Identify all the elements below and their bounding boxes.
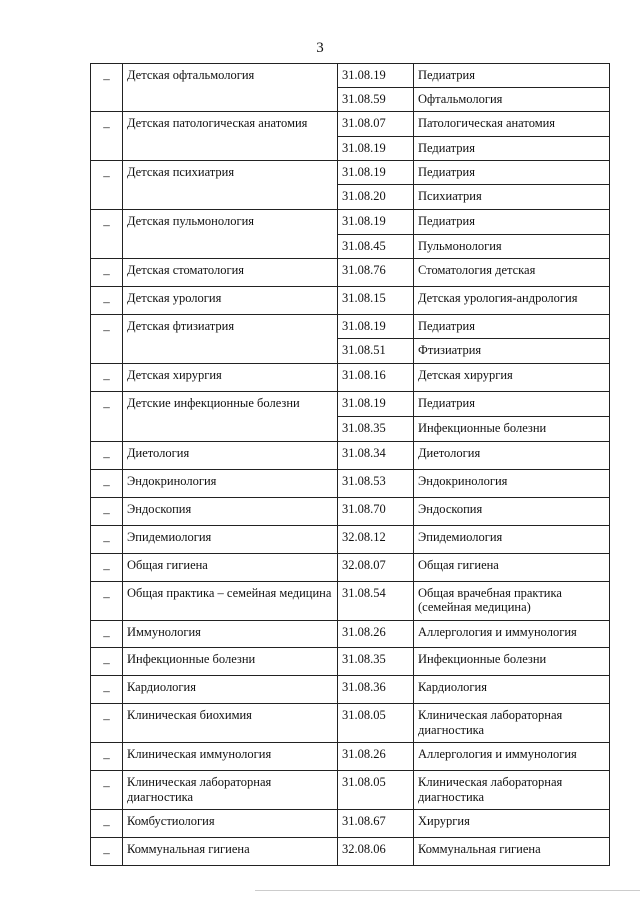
specialties-table [90, 63, 610, 866]
specialty-code: 31.08.45 [338, 235, 414, 259]
table-row [91, 64, 610, 88]
specialty-code: 32.08.07 [338, 553, 414, 581]
dash-mark: – [103, 627, 110, 643]
table-row [91, 581, 610, 620]
dash-mark: – [103, 370, 110, 386]
table-row [91, 161, 610, 185]
base-specialty-name: Коммунальная гигиена [414, 838, 610, 866]
specialty-code: 31.08.19 [338, 161, 414, 185]
base-specialty-name: Пульмонология [414, 235, 610, 259]
table-row [91, 314, 610, 338]
specialty-code: 31.08.36 [338, 676, 414, 704]
base-specialty-name: Педиатрия [414, 314, 610, 338]
table-row [91, 743, 610, 771]
table-row [91, 525, 610, 553]
base-specialty-name: Кардиология [414, 676, 610, 704]
specialty-name: Клиническая иммунология [123, 743, 338, 771]
specialty-code: 31.08.34 [338, 441, 414, 469]
table-row [91, 676, 610, 704]
specialty-name: Эндоскопия [123, 497, 338, 525]
specialty-name: Кардиология [123, 676, 338, 704]
specialty-name: Общая практика – семейная медицина [123, 581, 338, 620]
specialty-code: 31.08.07 [338, 112, 414, 137]
base-specialty-name: Педиатрия [414, 64, 610, 88]
base-specialty-name: Педиатрия [414, 210, 610, 235]
dash-mark: – [103, 217, 110, 232]
specialty-code: 31.08.15 [338, 286, 414, 314]
row-dash [91, 743, 123, 771]
base-specialty-name: Аллергология и иммунология [414, 620, 610, 648]
specialty-name: Общая гигиена [123, 553, 338, 581]
table-row [91, 838, 610, 866]
base-specialty-name: Эпидемиология [414, 525, 610, 553]
specialty-code: 31.08.54 [338, 581, 414, 620]
base-specialty-name: Инфекционные болезни [414, 648, 610, 676]
row-dash [91, 286, 123, 314]
specialty-code: 31.08.67 [338, 810, 414, 838]
specialty-code: 32.08.06 [338, 838, 414, 866]
dash-mark: – [103, 71, 110, 86]
base-specialty-name: Инфекционные болезни [414, 416, 610, 441]
table-row [91, 441, 610, 469]
dash-mark: – [103, 476, 110, 492]
dash-mark: – [103, 655, 110, 671]
specialty-name: Комбустиология [123, 810, 338, 838]
dash-mark: – [103, 532, 110, 548]
specialty-code: 31.08.35 [338, 416, 414, 441]
base-specialty-name: Офтальмология [414, 88, 610, 112]
table-row [91, 210, 610, 235]
row-dash [91, 648, 123, 676]
specialty-code: 31.08.19 [338, 137, 414, 161]
specialty-code: 31.08.05 [338, 771, 414, 810]
specialty-name: Детская хирургия [123, 363, 338, 391]
row-dash [91, 771, 123, 810]
base-specialty-name: Патологическая анатомия [414, 112, 610, 137]
table-row [91, 704, 610, 743]
base-specialty-name: Аллергология и иммунология [414, 743, 610, 771]
row-dash [91, 441, 123, 469]
base-specialty-name: Стоматология детская [414, 259, 610, 287]
dash-mark: – [103, 266, 110, 281]
specialty-code: 31.08.51 [338, 338, 414, 363]
specialty-name: Эндокринология [123, 469, 338, 497]
specialty-code: 31.08.19 [338, 64, 414, 88]
dash-mark: – [103, 683, 110, 699]
row-dash [91, 810, 123, 838]
specialty-code: 31.08.76 [338, 259, 414, 287]
specialty-name: Детская пульмонология [123, 210, 338, 259]
dash-mark: – [103, 168, 110, 183]
specialty-code: 31.08.16 [338, 363, 414, 391]
dash-mark: – [103, 750, 110, 766]
specialty-name: Клиническая лабораторная диагностика [123, 771, 338, 810]
base-specialty-name: Фтизиатрия [414, 338, 610, 363]
specialty-code: 32.08.12 [338, 525, 414, 553]
table-row [91, 286, 610, 314]
base-specialty-name: Общая гигиена [414, 553, 610, 581]
specialty-name: Детская урология [123, 286, 338, 314]
row-dash [91, 838, 123, 866]
specialty-name: Детская стоматология [123, 259, 338, 287]
specialty-code: 31.08.19 [338, 391, 414, 416]
dash-mark: – [103, 504, 110, 520]
row-dash [91, 497, 123, 525]
page-number: 3 [316, 40, 324, 56]
specialty-code: 31.08.26 [338, 620, 414, 648]
base-specialty-name: Общая врачебная практика (семейная медицина) [414, 581, 610, 620]
dash-mark: – [103, 321, 110, 337]
dash-mark: – [103, 711, 110, 727]
specialty-code: 31.08.05 [338, 704, 414, 743]
row-dash [91, 581, 123, 620]
row-dash [91, 553, 123, 581]
row-dash [91, 363, 123, 391]
table-row [91, 497, 610, 525]
specialty-name: Детские инфекционные болезни [123, 391, 338, 441]
row-dash [91, 469, 123, 497]
row-dash [91, 161, 123, 210]
dash-mark: – [103, 817, 110, 833]
specialty-code: 31.08.26 [338, 743, 414, 771]
specialty-name: Клиническая биохимия [123, 704, 338, 743]
dash-mark: – [103, 845, 110, 861]
base-specialty-name: Педиатрия [414, 161, 610, 185]
row-dash [91, 259, 123, 287]
base-specialty-name: Хирургия [414, 810, 610, 838]
row-dash [91, 620, 123, 648]
dash-mark: – [103, 448, 110, 464]
specialty-code: 31.08.35 [338, 648, 414, 676]
dash-mark: – [103, 119, 110, 134]
specialty-code: 31.08.19 [338, 314, 414, 338]
row-dash [91, 314, 123, 363]
dash-mark: – [103, 560, 110, 576]
table-row [91, 648, 610, 676]
table-row [91, 112, 610, 137]
table-row [91, 469, 610, 497]
table-row [91, 363, 610, 391]
row-dash [91, 525, 123, 553]
table-row [91, 810, 610, 838]
row-dash [91, 210, 123, 259]
specialty-name: Диетология [123, 441, 338, 469]
specialty-code: 31.08.19 [338, 210, 414, 235]
row-dash [91, 676, 123, 704]
base-specialty-name: Клиническая лабораторная диагностика [414, 771, 610, 810]
base-specialty-name: Эндокринология [414, 469, 610, 497]
base-specialty-name: Педиатрия [414, 391, 610, 416]
table-row [91, 553, 610, 581]
dash-mark: – [103, 293, 110, 309]
table-row [91, 259, 610, 287]
specialty-name: Иммунология [123, 620, 338, 648]
base-specialty-name: Диетология [414, 441, 610, 469]
table-row [91, 391, 610, 416]
base-specialty-name: Детская урология-андрология [414, 286, 610, 314]
table-row [91, 771, 610, 810]
row-dash [91, 704, 123, 743]
specialty-code: 31.08.59 [338, 88, 414, 112]
row-dash [91, 64, 123, 112]
table-row [91, 620, 610, 648]
specialty-code: 31.08.53 [338, 469, 414, 497]
specialty-name: Эпидемиология [123, 525, 338, 553]
specialty-name: Детская психиатрия [123, 161, 338, 210]
specialty-name: Детская патологическая анатомия [123, 112, 338, 161]
row-dash [91, 391, 123, 441]
specialty-name: Детская офтальмология [123, 64, 338, 112]
specialty-code: 31.08.70 [338, 497, 414, 525]
base-specialty-name: Психиатрия [414, 185, 610, 210]
row-dash [91, 112, 123, 161]
specialty-name: Детская фтизиатрия [123, 314, 338, 363]
base-specialty-name: Эндоскопия [414, 497, 610, 525]
base-specialty-name: Детская хирургия [414, 363, 610, 391]
base-specialty-name: Педиатрия [414, 137, 610, 161]
specialty-code: 31.08.20 [338, 185, 414, 210]
dash-mark: – [103, 778, 110, 794]
base-specialty-name: Клиническая лабораторная диагностика [414, 704, 610, 743]
page-edge-line [255, 890, 640, 891]
specialty-name: Инфекционные болезни [123, 648, 338, 676]
dash-mark: – [103, 588, 110, 604]
dash-mark: – [103, 398, 110, 414]
specialty-name: Коммунальная гигиена [123, 838, 338, 866]
